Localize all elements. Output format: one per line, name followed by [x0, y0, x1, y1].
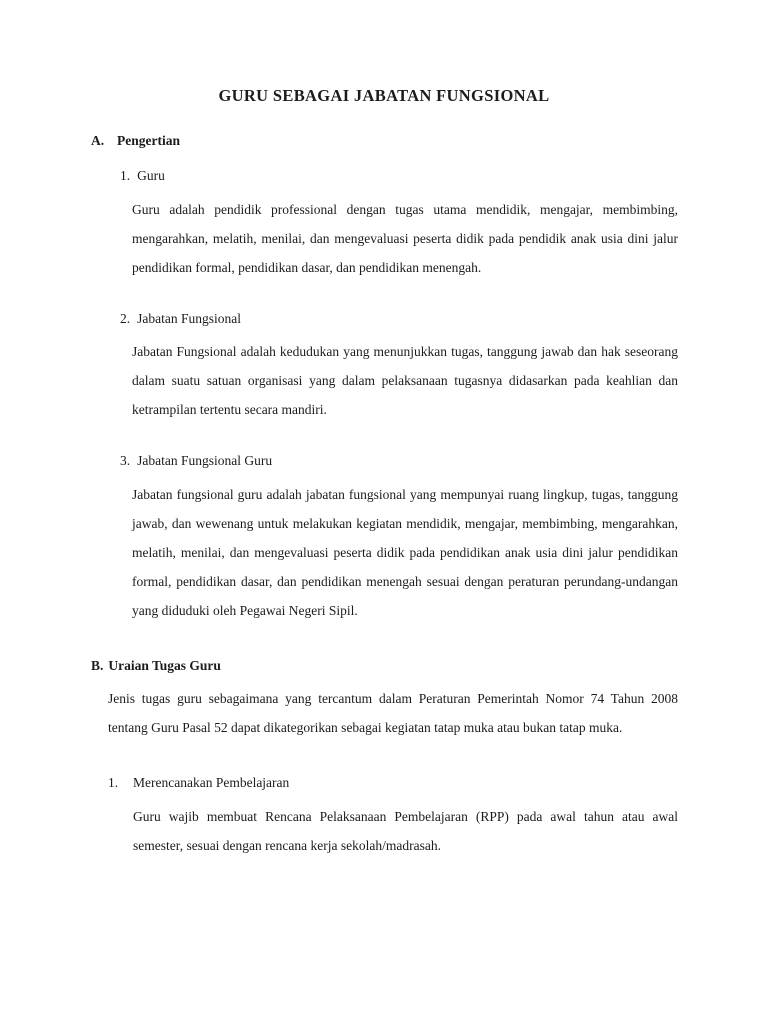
spacer: [91, 282, 678, 312]
list-number-a2: 2.: [120, 310, 131, 326]
section-heading-b: [91, 659, 678, 673]
list-item-b1: [108, 776, 678, 790]
paragraph-b-intro: Jenis tugas guru sebagaimana yang tercantum dalam Peraturan Pemerintah Nomor 74 Tahun 2008 tentang Guru Pasal 52 dapat dikategorikan sebagai kegiatan tatap muka atau bukan tatap muka.: [108, 691, 678, 736]
list-title-b1: Merencanakan Pembelajaran: [133, 775, 290, 791]
list-number-a3: 3.: [120, 453, 131, 469]
spacer: [91, 147, 678, 169]
list-title-a2: Jabatan Fungsional: [137, 310, 241, 326]
paragraph-a1: Guru adalah pendidik professional dengan tugas utama mendidik, mengajar, membimbing, mengarahkan, melatih, menilai, dan mengevaluasi peserta didik pada pendidik anak usia dini jalur pendidikan formal, pendidikan dasar, dan pendidikan menengah.: [132, 201, 678, 275]
spacer: [91, 790, 678, 802]
spacer: [91, 672, 678, 684]
section-title-b: Uraian Tugas Guru: [108, 657, 221, 673]
list-item-a3: [120, 454, 678, 468]
list-item-a1: [120, 169, 678, 183]
section-marker-b: B.: [91, 657, 104, 673]
list-item-a2: [120, 312, 678, 326]
list-title-a1: Guru: [137, 168, 165, 184]
spacer: [91, 742, 678, 776]
paragraph-a2: Jabatan Fungsional adalah kedudukan yang menunjukkan tugas, tanggung jawab dan hak seseorang dalam suatu satuan organisasi yang dalam pelaksanaan tugasnya didasarkan pada keahlian dan ketrampilan tertentu secara mandiri.: [132, 344, 678, 418]
spacer: [91, 424, 678, 454]
spacer: [91, 325, 678, 337]
section-marker-a: A.: [91, 132, 105, 148]
spacer: [91, 625, 678, 659]
spacer: [91, 468, 678, 480]
document-title: GURU SEBAGAI JABATAN FUNGSIONAL: [218, 86, 550, 105]
spacer: [91, 183, 678, 195]
list-number-b1: 1.: [108, 775, 119, 791]
section-heading-a: [91, 134, 678, 148]
document-body: [0, 134, 768, 860]
list-number-a1: 1.: [120, 168, 131, 184]
list-title-a3: Jabatan Fungsional Guru: [137, 453, 273, 469]
paragraph-b1: Guru wajib membuat Rencana Pelaksanaan Pembelajaran (RPP) pada awal tahun atau awal semester, sesuai dengan rencana kerja sekolah/madrasah.: [133, 808, 678, 853]
paragraph-a3: Jabatan fungsional guru adalah jabatan fungsional yang mempunyai ruang lingkup, tugas, tanggung jawab, dan wewenang untuk melakukan kegiatan mendidik, mengajar, membimbing, mengarahkan, melatih, menilai, dan mengevaluasi peserta didik pada pendidikan anak usia dini jalur pendidikan formal, pendidikan dasar, dan pendidikan menengah sesuai dengan peraturan perundang-undangan yang diduduki oleh Pegawai Negeri Sipil.: [132, 486, 678, 618]
section-title-a: Pengertian: [117, 132, 180, 148]
